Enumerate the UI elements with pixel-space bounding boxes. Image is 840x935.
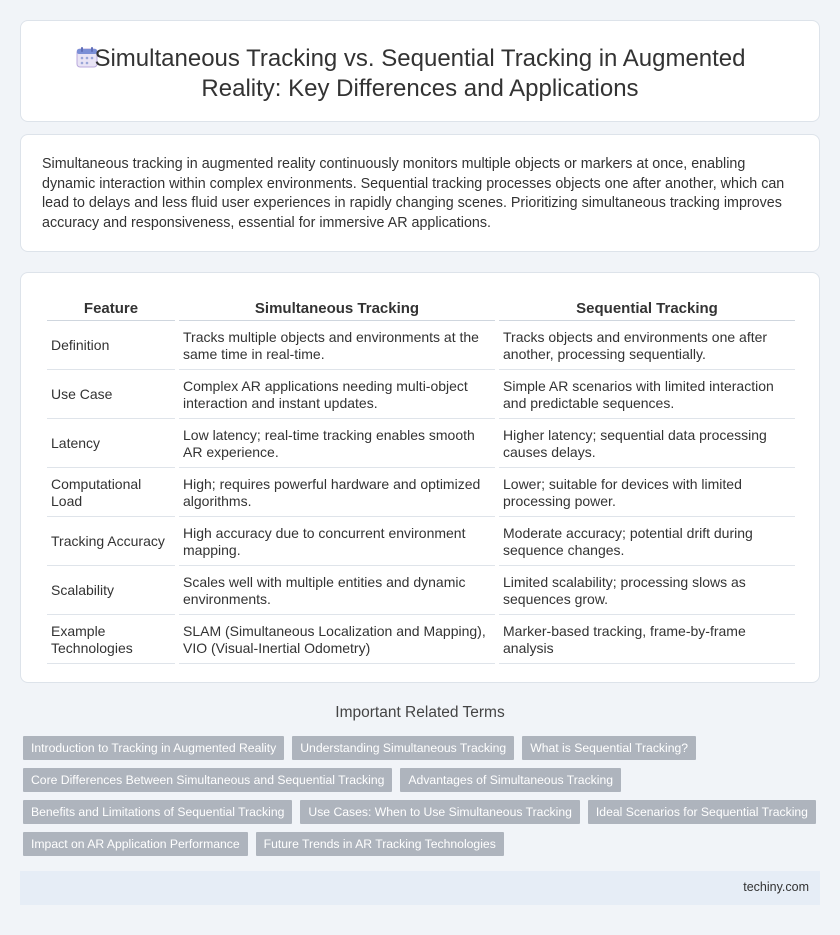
sequential-cell: Marker-based tracking, frame-by-frame analysis [499,617,795,664]
column-header-feature: Feature [47,297,175,321]
table-header-row [47,297,795,321]
footer-site-name[interactable]: techiny.com [743,880,809,894]
footer [20,871,820,905]
simultaneous-cell: High; requires powerful hardware and optimized algorithms. [179,470,495,517]
related-term-link[interactable]: Impact on AR Application Performance [23,832,248,856]
title-card [20,20,820,122]
table-row [47,470,795,517]
tag-row [23,768,823,792]
simultaneous-cell: Low latency; real-time tracking enables smooth AR experience. [179,421,495,468]
feature-cell: Use Case [47,372,175,419]
tag-row [23,800,823,824]
table-row [47,421,795,468]
related-terms-tags [23,736,823,864]
feature-cell: Latency [47,421,175,468]
table-row [47,519,795,566]
related-term-link[interactable]: Understanding Simultaneous Tracking [292,736,514,760]
comparison-card [20,272,820,683]
simultaneous-cell: Tracks multiple objects and environments at the same time in real-time. [179,323,495,370]
column-header-simultaneous: Simultaneous Tracking [179,297,495,321]
sequential-cell: Higher latency; sequential data processing causes delays. [499,421,795,468]
summary-card [20,134,820,252]
simultaneous-cell: Scales well with multiple entities and dynamic environments. [179,568,495,615]
column-header-sequential: Sequential Tracking [499,297,795,321]
table-row [47,617,795,664]
tag-row [23,736,823,760]
related-term-link[interactable]: Ideal Scenarios for Sequential Tracking [588,800,816,824]
comparison-table [43,295,799,666]
feature-cell: Definition [47,323,175,370]
related-term-link[interactable]: Introduction to Tracking in Augmented Reality [23,736,284,760]
sequential-cell: Tracks objects and environments one after another, processing sequentially. [499,323,795,370]
related-terms-heading: Important Related Terms [335,704,505,721]
sequential-cell: Moderate accuracy; potential drift during sequence changes. [499,519,795,566]
related-term-link[interactable]: Future Trends in AR Tracking Technologies [256,832,504,856]
sequential-cell: Lower; suitable for devices with limited processing power. [499,470,795,517]
sequential-cell: Simple AR scenarios with limited interaction and predictable sequences. [499,372,795,419]
related-term-link[interactable]: Use Cases: When to Use Simultaneous Tracking [300,800,580,824]
related-term-link[interactable]: What is Sequential Tracking? [522,736,696,760]
related-term-link[interactable]: Benefits and Limitations of Sequential Tracking [23,800,292,824]
feature-cell: Computational Load [47,470,175,517]
summary-paragraph: Simultaneous tracking in augmented reality continuously monitors multiple objects or markers at once, enabling dynamic interaction within complex environments. Sequential tracking processes objects one after another, which can lead to delays and less fluid user experiences in rapidly changing scenes. Prioritizing simultaneous tracking improves accuracy and responsiveness, essential for immersive AR applications. [42,156,785,231]
feature-cell: Example Technologies [47,617,175,664]
simultaneous-cell: Complex AR applications needing multi-object interaction and instant updates. [179,372,495,419]
simultaneous-cell: High accuracy due to concurrent environment mapping. [179,519,495,566]
table-row [47,372,795,419]
page-title: Simultaneous Tracking vs. Sequential Tracking in Augmented Reality: Key Differences and Applications [94,45,746,102]
related-term-link[interactable]: Core Differences Between Simultaneous and Sequential Tracking [23,768,392,792]
table-row [47,323,795,370]
table-row [47,568,795,615]
sequential-cell: Limited scalability; processing slows as sequences grow. [499,568,795,615]
related-term-link[interactable]: Advantages of Simultaneous Tracking [400,768,621,792]
feature-cell: Tracking Accuracy [47,519,175,566]
tag-row [23,832,823,856]
simultaneous-cell: SLAM (Simultaneous Localization and Mapping), VIO (Visual-Inertial Odometry) [179,617,495,664]
feature-cell: Scalability [47,568,175,615]
